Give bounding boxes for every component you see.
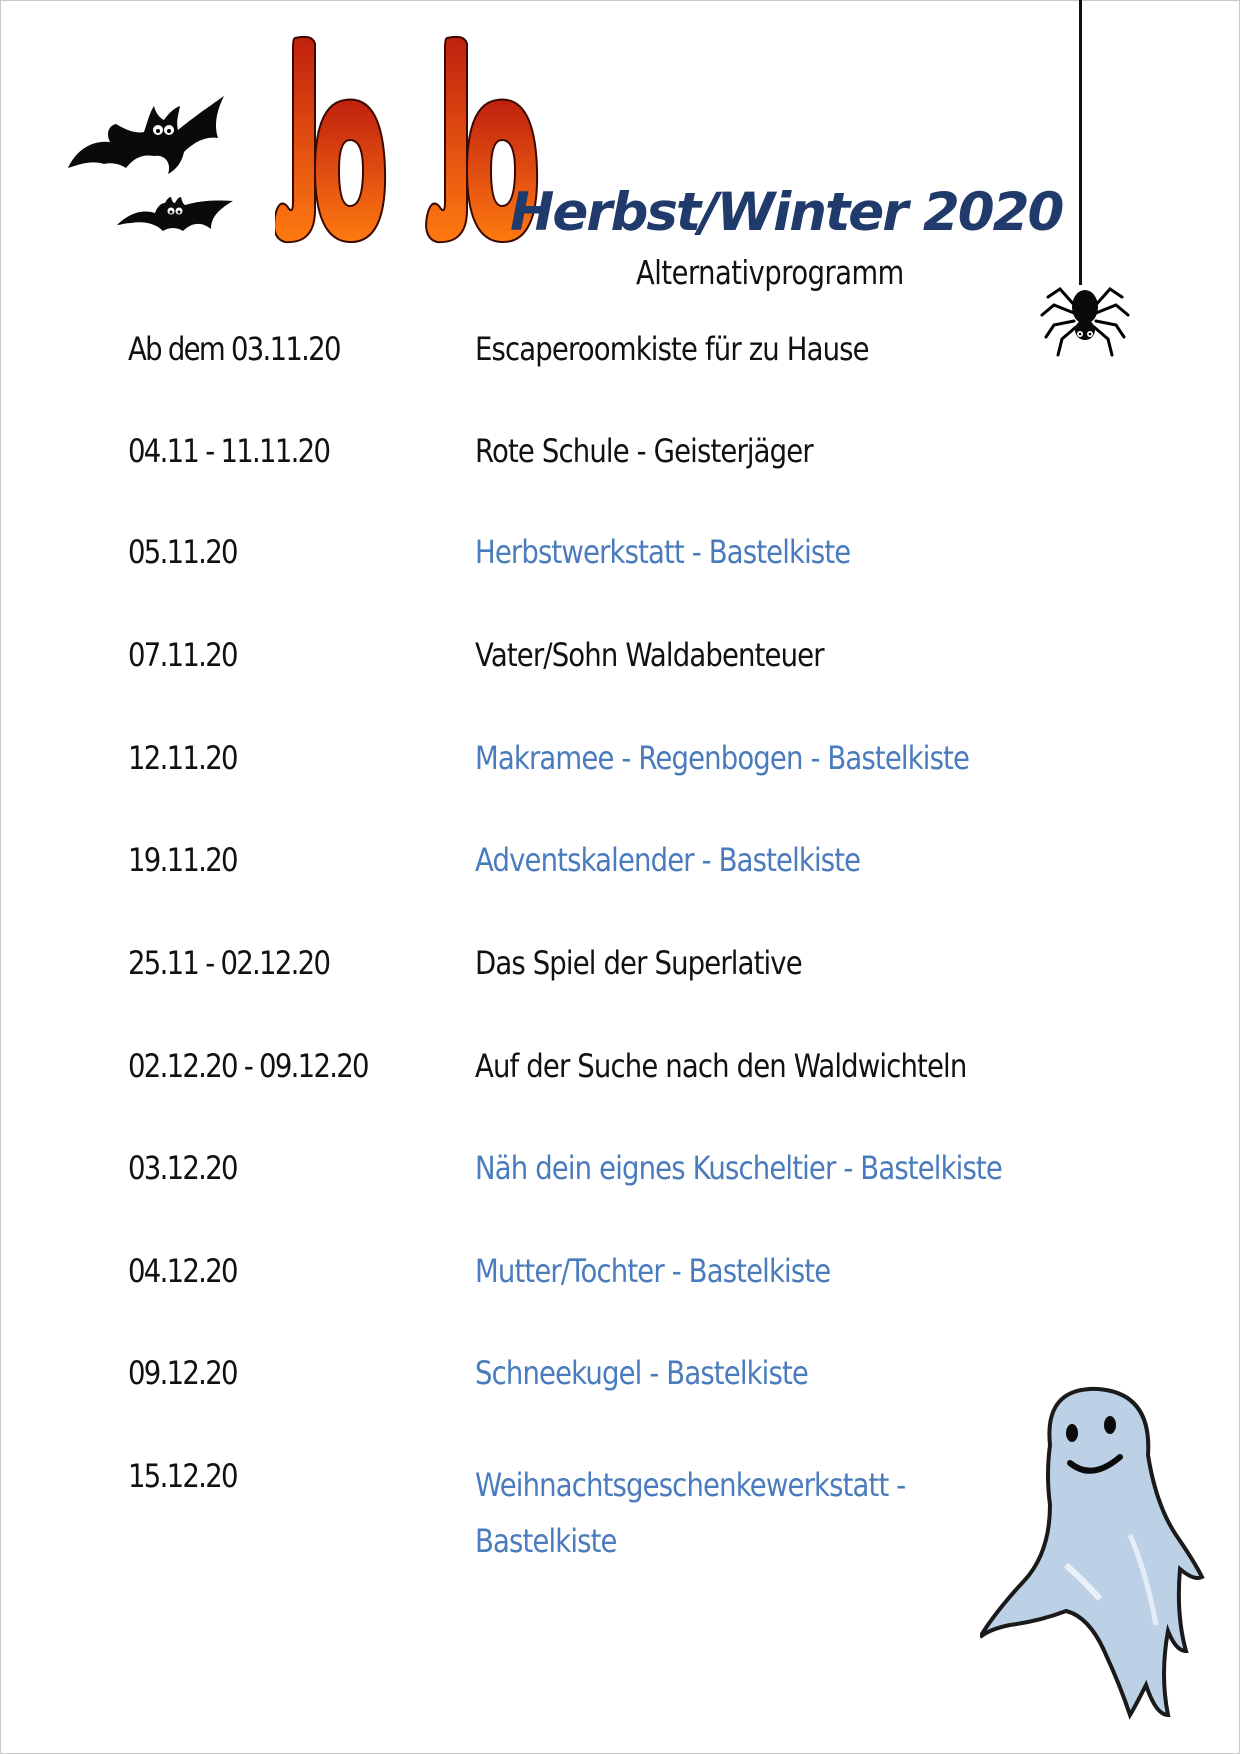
bat-icon [115,195,235,240]
schedule-date: 05.11.20 [128,533,237,571]
schedule-event: Makramee - Regenbogen - Bastelkiste [475,739,970,777]
schedule-date: Ab dem 03.11.20 [128,330,340,368]
spider-thread [1079,0,1082,285]
schedule-date: 09.12.20 [128,1354,237,1392]
schedule-event: Adventskalender - Bastelkiste [475,841,861,879]
schedule-event: Schneekugel - Bastelkiste [475,1354,808,1392]
bat-icon [66,90,226,195]
schedule-event: Rote Schule - Geisterjäger [475,432,813,470]
schedule-date: 25.11 - 02.12.20 [128,944,330,982]
schedule-date: 03.12.20 [128,1149,237,1187]
schedule-event: Herbstwerkstatt - Bastelkiste [475,533,851,571]
schedule-event: Näh dein eignes Kuscheltier - Bastelkiste [475,1149,1002,1187]
schedule-date: 04.12.20 [128,1252,237,1290]
ghost-icon [980,1385,1220,1725]
schedule-date: 02.12.20 - 09.12.20 [128,1047,368,1085]
subtitle: Alternativprogramm [636,253,904,292]
schedule-date: 12.11.20 [128,739,237,777]
schedule-event-line1: Weihnachtsgeschenkewerkstatt - [475,1466,906,1504]
schedule-event: Vater/Sohn Waldabenteuer [475,636,824,674]
schedule-event: Escaperoomkiste für zu Hause [475,330,869,368]
schedule-event: Mutter/Tochter - Bastelkiste [475,1252,831,1290]
season-title: Herbst/Winter 2020 [510,182,1063,243]
schedule-date: 07.11.20 [128,636,237,674]
schedule-date: 15.12.20 [128,1457,237,1495]
schedule-event-multiline [475,1457,905,1569]
schedule-date: 19.11.20 [128,841,237,879]
schedule-date: 04.11 - 11.11.20 [128,432,330,470]
schedule-event: Auf der Suche nach den Waldwichteln [475,1047,967,1085]
schedule-event: Das Spiel der Superlative [475,944,802,982]
spider-icon [1040,275,1130,360]
schedule-event-line2: Bastelkiste [475,1522,617,1560]
